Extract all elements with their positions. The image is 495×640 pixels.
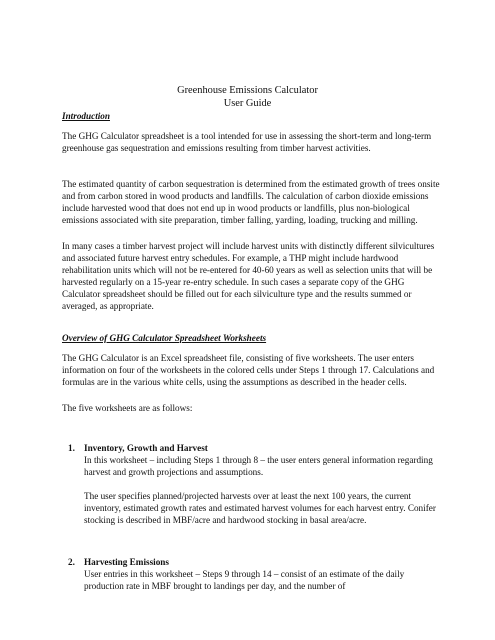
worksheet-list-item: [68, 442, 444, 526]
title-line-1: Greenhouse Emissions Calculator: [177, 85, 318, 96]
list-item-title: Harvesting Emissions: [84, 557, 169, 567]
overview-paragraph-2: The five worksheets are as follows:: [62, 403, 193, 413]
list-item-title: Inventory, Growth and Harvest: [84, 443, 208, 453]
overview-paragraph-1: The GHG Calculator is an Excel spreadsheet file, consisting of five worksheets. The user enters information on four of the worksheets in the colored cells under Steps 1 through 17. Calculations and formulas are in the various white cells, using the assumptions as described in the header cells.: [62, 353, 435, 387]
title-line-2: User Guide: [223, 98, 272, 109]
intro-paragraph-3: In many cases a timber harvest project will include harvest units with distinctly different silvicultures and associated future harvest entry schedules. For example, a THP might include hardwood rehabilitation units which will not be re-entered for 40-60 years as well as selection units that will be harvested regularly on a 15-year re-entry schedule. In such cases a separate copy of the GHG Calculator spreadsheet should be filled out for each silviculture type and the results summed or averaged, as appropriate.: [62, 241, 435, 311]
overview-heading: Overview of GHG Calculator Spreadsheet Worksheets: [62, 333, 267, 343]
list-item-text: In this worksheet – including Steps 1 through 8 – the user enters general information regarding harvest and growth projections and assumptions.: [84, 455, 433, 477]
list-item-number: 2.: [68, 557, 75, 567]
list-item-text: User entries in this worksheet – Steps 9 through 14 – consist of an estimate of the daily production rate in MBF brought to landings per day, and the number of: [84, 569, 405, 591]
introduction-heading: Introduction: [62, 111, 110, 121]
intro-paragraph-2: The estimated quantity of carbon sequestration is determined from the estimated growth of trees onsite and from carbon stored in wood products and landfills. The calculation of carbon dioxide emissions include harvested wood that does not end up in wood products or landfills, plus non-biological emissions associated with site preparation, timber falling, yarding, loading, trucking and milling.: [62, 179, 440, 225]
worksheet-list-item: [68, 556, 444, 592]
list-item-number: 1.: [68, 443, 75, 453]
intro-paragraph-1: The GHG Calculator spreadsheet is a tool intended for use in assessing the short-term and long-term greenhouse gas sequestration and emissions resulting from timber harvest activities.: [62, 131, 432, 153]
doc-title: [0, 84, 495, 110]
list-item-text: The user specifies planned/projected harvests over at least the next 100 years, the current inventory, estimated growth rates and estimated harvest volumes for each harvest entry. Conifer stocking is described in MBF/acre and hardwood stocking in basal area/acre.: [84, 491, 436, 525]
